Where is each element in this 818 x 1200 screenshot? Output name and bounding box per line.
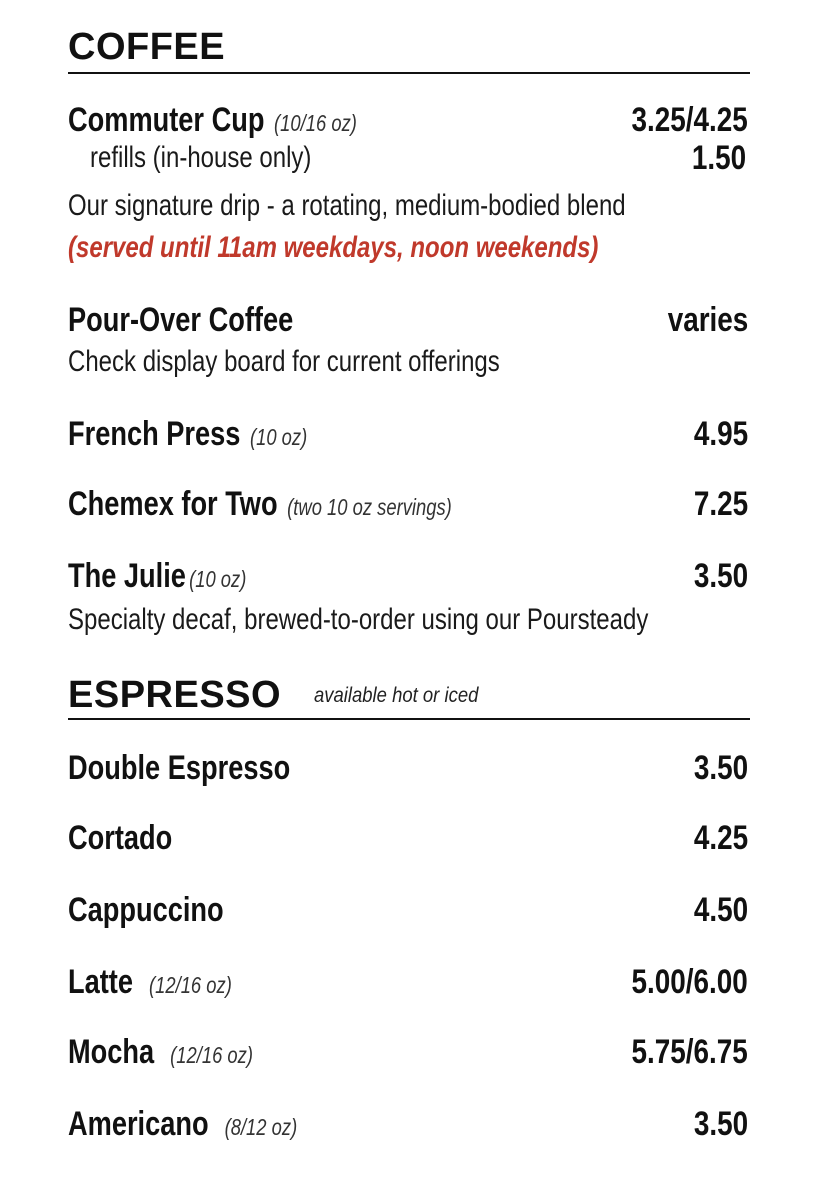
item-size: (10/16 oz) — [274, 110, 357, 136]
item-name: Cortado — [68, 819, 173, 857]
coffee-section-header — [68, 24, 750, 74]
item-price: 3.50 — [693, 1105, 748, 1143]
menu-item-espresso — [68, 1102, 748, 1146]
item-name: Double Espresso — [68, 749, 291, 787]
espresso-section-title: ESPRESSO — [68, 674, 282, 716]
the-julie-description: Specialty decaf, brewed-to-order using our Poursteady — [68, 603, 649, 636]
item-name: Pour-Over Coffee — [68, 301, 294, 339]
menu-item-espresso — [68, 1030, 748, 1074]
espresso-section-header — [68, 672, 750, 720]
item-price: 4.95 — [693, 415, 748, 453]
espresso-section-subtitle: available hot or iced — [314, 684, 479, 707]
pour-over-description: Check display board for current offerings — [68, 345, 500, 378]
item-size: (8/12 oz) — [224, 1114, 298, 1140]
menu-item-chemex — [68, 482, 748, 526]
item-name: Americano (8/12 oz) — [68, 1105, 298, 1143]
item-price: 4.25 — [693, 819, 748, 857]
menu-item-commuter-cup — [68, 98, 748, 142]
item-name: The Julie (10 oz) — [68, 557, 247, 595]
menu-item-espresso — [68, 816, 748, 860]
menu-item-the-julie — [68, 554, 748, 598]
item-size: (10 oz) — [189, 566, 247, 592]
item-price: 3.50 — [693, 749, 748, 787]
item-size: (12/16 oz) — [148, 972, 232, 998]
item-size: (12/16 oz) — [170, 1042, 253, 1068]
item-price: 5.75/6.75 — [631, 1033, 748, 1071]
item-size: (two 10 oz servings) — [287, 494, 452, 520]
item-price: varies — [667, 301, 748, 339]
commuter-serving-note: (served until 11am weekdays, noon weekends) — [68, 231, 599, 264]
item-price: 3.25/4.25 — [631, 101, 748, 139]
coffee-section-title: COFFEE — [68, 26, 226, 68]
item-name: Chemex for Two (two 10 oz servings) — [68, 485, 452, 523]
item-name: Latte (12/16 oz) — [68, 963, 232, 1001]
menu-item-french-press — [68, 412, 748, 456]
refills-price: 1.50 — [691, 139, 746, 177]
menu-item-espresso — [68, 960, 748, 1004]
item-price: 4.50 — [693, 891, 748, 929]
menu-item-espresso — [68, 746, 748, 790]
item-name: Cappuccino — [68, 891, 224, 929]
refills-label: refills (in-house only) — [90, 141, 312, 174]
commuter-description: Our signature drip - a rotating, medium-bodied blend — [68, 189, 626, 222]
item-size: (10 oz) — [249, 424, 308, 450]
item-price: 7.25 — [693, 485, 748, 523]
item-name: Commuter Cup (10/16 oz) — [68, 101, 357, 139]
item-name: Mocha (12/16 oz) — [68, 1033, 253, 1071]
menu-item-espresso — [68, 888, 748, 932]
item-price: 5.00/6.00 — [631, 963, 748, 1001]
item-price: 3.50 — [693, 557, 748, 595]
menu-item-pour-over — [68, 298, 748, 342]
item-name: French Press (10 oz) — [68, 415, 308, 453]
